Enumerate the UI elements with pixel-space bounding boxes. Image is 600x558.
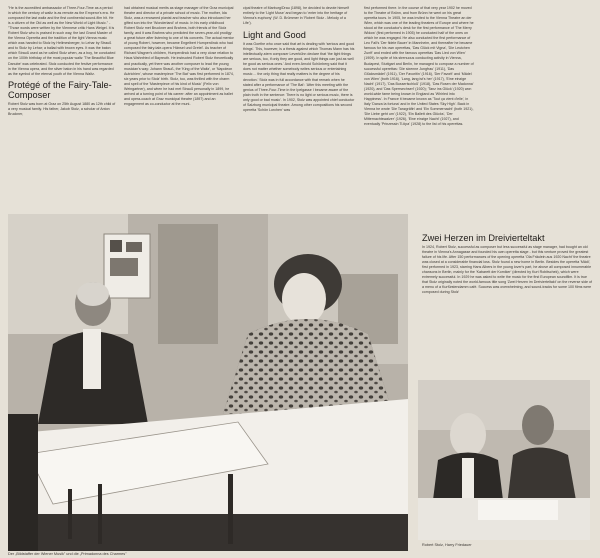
column-2-text: had obtained musical merits as stage manager of the Graz municipal theatre and director of a private school of music. The mother, Ida Stolz, was a renowned pianist and teacher who also introduced her gifted son into the 'Wonderland' of music. In his early childhood Robert Stolz met Bruckner and Brahms, both friends of the Stolz family, and it was Brahms who predicted the seven-year-old prodigy a great future after listening to one of his concerts. The actual mentor of young Robert, however, became Engelbert Humperdinck who had composed the fairy-tale-opera 'Hänsel und Gretel'. As teacher of Richard Wagner's children, Humperdinck had a very close relation to Haus Wahnfried of Bayreuth. He instructed Robert Stolz theoretically and practically, yet there was another composer to lead the young musician's way: Johann Strauß, the 'King of the Waltz', or 'Napoleon Autrichien', whose masterpiece 'The Bat' was first performed in 1874, six years prior to Stolz' birth. Stolz, too, was thrilled with the charm and spell of the 'Masterpiece of his kind of Music' (Felix von Weingartner), and when he had met Strauß personally in 1899, he arrived at a turning point of his career: after an appointment as ballet and opera-coach at Graz municipal theatre (1897) and an engagement as co-conductor at the muni- [124,6,234,106]
photo-stolz-friedauer-image [418,380,590,540]
column-4 [364,6,474,128]
photo-stolz-and-singer-image [8,214,408,551]
column-1 [8,6,116,118]
small-photograph [418,380,590,540]
heading-protege: Protégé of the Fairy-Tale-Composer [8,79,112,100]
main-photograph [8,214,408,551]
heading-light-and-good: Light and Good [243,30,306,41]
column-2 [124,6,234,108]
column-3 [243,6,355,114]
protege-paragraph: Robert Stolz was born at Graz on 25th August 1880 as 12th child of a very musical family. His father, Jakob Stolz, a scholar of Anton Bruckner, [8,101,116,116]
small-photo-caption: Robert Stolz, Harry Friedauer [422,543,472,547]
column-4-text: first performed there. In the course of that very year 1902 he moved to the Theatre of Brünn, and from Brünn he went on his great operetta tours. In 1905, he was invited to the Vienna Theatre an der Wien, which was one of the leading theatres of Europe and where he stood at the conductor's desk for the first performance of 'The Merry Widow' (first performed in 1905) he conducted half of the ones on which he was engaged. He also conducted the first performance of Leo Fall's 'Der fidele Bauer' in Mannheim, and thereafter he became famous for his own operettas, 'Das Glück mit Vigna', 'Die Leutchen Zunft' and ended with the famous operettas 'Das Lied von Wien' (1909). In spite of his strenuous conducting activity in Vienna, Budapest, Stuttgart and Berlin, he managed to compose a number of successful operettas: 'Die sixenne Jungfrau' (1911), 'Das Glücksmädel' (1911), 'Der Favoritin' (1916), 'Der Favorit' and 'Mädel von Wien' (both 1916), 'Lang, lang ist's her' (1917), 'Eine einzige Nacht' (1917), 'Das Busserlschloß' (1918), 'Das Rosen der Madonna' (1920), and 'Das Sperrsechserl' (1920); 'Tanz ins Glück' (1920) won world-wide fame being known in England as 'Whirled into Happiness'. In France it became known as 'Tout ça vient d'elle', in Italy 'Danza la fortuna' and in the United States 'Sky High'. Back in Vienna he wrote 'Die Tanzgräfin' and 'Ein Sommernacht' (both 1921), 'Die Liebe geht um' (1922), 'Ein Ballett des Glücks', 'Der Mitternachtswalzer' (1926), 'Eine einzige Nacht' (1927), and eventually 'Prinzessin Ti-tipa' (1928) to the list of his operettas. [364,6,474,127]
heading-zwei-herzen: Zwei Herzen im Dreivierteltakt [422,233,545,243]
column-3-text-body: It was Goethe who once said that art is dealing with 'serious and good things'. This, however, is a thesis against which Thomas Mann has his intellectually-stern composer Leverkühn declare that 'the light things are serious, too, if only they are good, and light things can just as well be good as serious ones.' And even Arnold Schönberg said that it does not matter whether somebody writes serious or entertaining music ... the only thing that really matters is the degree of his devotion.' Stolz was in full accordance with that remark when he stated after a performance of 'The Bat': 'After this meeting with the genius of Three-Four-Time in the Ipelgasse I became aware of the plain truth in the sentence: There is no light or serious music, there is only good or bad music'. In 1902, Stolz was appointed chief conductor of Salzburg municipal theatre. Among other compositions his second operetta 'Schön Lorchen' was [243,42,355,112]
main-photo-caption: Der „Bildstaffer der Wiener Musik" und die „Primadonna des Charmes" [8,552,127,556]
column-5 [422,233,592,296]
column-5-text: In 1924, Robert Stolz, successful as composer but less successful as stage manager, had bought an old theatre in Vienna's Annagasse and founded his own operetta stage - but this venture proved the greatest failure of his life. After 150 performances of the opening operetta 'Ola Fräulein aus 1920 Nacht' the theatre was closed at a considerable financial loss. Stolz found a new home in Berlin. Besides the operetta 'Mädi', first performed in 1923, starring Hans Albers in the young lover's part, he above all composed innumerable chansons in Berlin, mainly for the 'Kabarett der Komiker' (directed by Kurt Robitschek), which were extremely successful. In 1929 he was asked to write the music for the first European soundfilm. It is true that Stolz originally noted the world-famous title song 'Zwei Herzen im Dreivierteltakt' on the reverse side of a menu of a Kurfürstendamm café. Success was overwhelming, and sound-tracks for some 100 films were composed during Stolz' [422,245,592,295]
column-3-text-intro: cipal theatre of Marburg/Drau (1898), he decided to devote himself entirely to the 'Light Muse' and began to 'enter into the heritage of Vienna's euphony' (W. D. Brümmer in 'Robert Stolz - Melody of a Life'). [243,6,349,26]
intro-paragraph: "He is the accredited ambassador of Three-Four-Time as a period in which the century of waltz is as remote as the Emperor's era. He composed the last waltz and the first continental sound-film hit. He is a citizen of the Old as well as the New World of Light Music." - "Those words were written by the Viennese critic Hans Weigel. It is Robert Stolz who is praised in such way, the last Grand Master of the Vienna Operetta and the tradition of the light Vienna music which was handed to Stolz by Hellmesberger, to Lehar by Strauß and to Stolz by Lehar; a ballad with brown eyes. It was the baton which Strauß used as he called Stolz when, as a boy, he conducted on the 100th birthday of the most popular waltz 'The Beautiful Blue Danube' was celebrated. Stolz conducted the festive performance in the Vienna opera, and the silver baton in his hand was regarded as the symbol of the eternal youth of the Vienna Waltz. [8,6,116,76]
